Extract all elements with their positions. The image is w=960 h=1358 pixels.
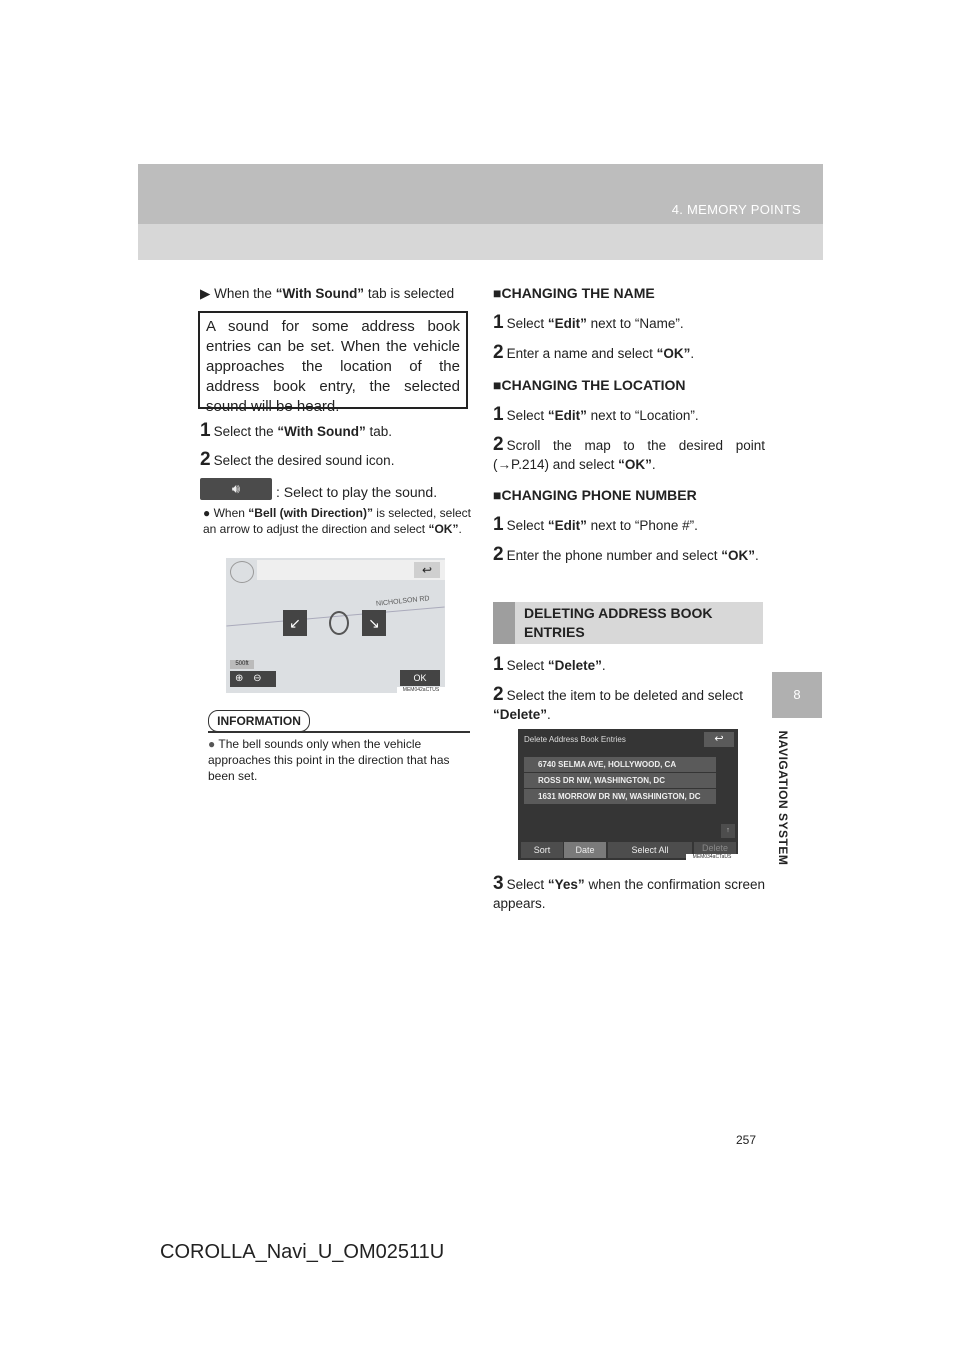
figure-code: MEM034aCTaUS bbox=[686, 854, 738, 860]
compass-icon[interactable] bbox=[230, 561, 254, 583]
sort-button[interactable]: Sort bbox=[521, 842, 563, 858]
back-icon[interactable]: ↩ bbox=[414, 562, 440, 578]
delete-step-3: 3 Select “Yes” when the confirmation screen appears. bbox=[493, 873, 765, 911]
location-step-1: 1 Select “Edit” next to “Location”. bbox=[493, 404, 699, 425]
arrow-left-button[interactable]: ↙ bbox=[283, 610, 307, 636]
entry-row-1[interactable]: 6740 SELMA AVE, HOLLYWOOD, CA bbox=[524, 757, 716, 772]
header-subbar bbox=[138, 224, 823, 260]
sound-info-box: A sound for some address book entries can be set. When the vehicle approaches the location of the address book entry, the selected sound will be heard. bbox=[198, 311, 468, 409]
chapter-label: NAVIGATION SYSTEM bbox=[776, 730, 790, 866]
with-sound-intro: ▶ When the “With Sound” tab is selected bbox=[200, 286, 455, 301]
delete-button[interactable]: Delete bbox=[694, 842, 736, 854]
road-label: NICHOLSON RD bbox=[375, 595, 430, 608]
name-step-1: 1 Select “Edit” next to “Name”. bbox=[493, 312, 684, 333]
map-scale: 500ft bbox=[230, 660, 254, 669]
delete-step-2: 2 Select the item to be deleted and select “Delete”. bbox=[493, 684, 743, 722]
page-number: 257 bbox=[736, 1133, 757, 1147]
heading-accent-bar bbox=[493, 602, 515, 644]
changing-location-heading: ■CHANGING THE LOCATION bbox=[493, 377, 686, 393]
select-all-button[interactable]: Select All bbox=[608, 842, 692, 858]
delete-step-1: 1 Select “Delete”. bbox=[493, 654, 606, 675]
bullet-icon: ● bbox=[203, 506, 211, 520]
changing-name-heading: ■CHANGING THE NAME bbox=[493, 285, 655, 301]
bell-direction-screen bbox=[226, 558, 445, 693]
information-text: ● The bell sounds only when the vehicle approaches this point in the direction that has been set. bbox=[208, 737, 450, 783]
play-sound-button[interactable] bbox=[200, 478, 272, 500]
step-with-sound-tab: 1 Select the “With Sound” tab. bbox=[200, 420, 393, 441]
entry-row-2[interactable]: ROSS DR NW, WASHINGTON, DC bbox=[524, 773, 716, 788]
zoom-in-icon[interactable]: ⊕ bbox=[235, 673, 244, 684]
screen-title: Delete Address Book Entries bbox=[524, 735, 626, 744]
bullet-icon: ● bbox=[208, 737, 216, 751]
play-sound-description: : Select to play the sound. bbox=[276, 484, 438, 500]
document-id: COROLLA_Navi_U_OM02511U bbox=[160, 1241, 445, 1263]
information-label: INFORMATION bbox=[208, 710, 310, 732]
bell-direction-note: ● When “Bell (with Direction)” is selected, select an arrow to adjust the direction and select “OK”. bbox=[203, 506, 471, 536]
step-select-sound-icon: 2 Select the desired sound icon. bbox=[200, 449, 395, 470]
zoom-out-icon[interactable]: ⊖ bbox=[253, 673, 262, 684]
scroll-indicator[interactable]: ↑ bbox=[721, 824, 735, 838]
bell-icon bbox=[329, 611, 349, 635]
chapter-number: 8 bbox=[772, 672, 822, 718]
back-icon[interactable]: ↩ bbox=[704, 732, 734, 747]
date-button[interactable]: Date bbox=[564, 842, 606, 858]
ok-button[interactable]: OK bbox=[400, 670, 440, 686]
figure-code: MEM042aCTUS bbox=[397, 687, 445, 693]
information-divider bbox=[208, 731, 470, 733]
changing-phone-heading: ■CHANGING PHONE NUMBER bbox=[493, 487, 697, 503]
location-step-2: 2 Scroll the map to the desired point (→P.214) and select “OK”. bbox=[493, 434, 765, 472]
phone-step-2: 2 Enter the phone number and select “OK”. bbox=[493, 544, 759, 565]
arrow-right-button[interactable]: ↘ bbox=[362, 610, 386, 636]
section-title: 4. MEMORY POINTS bbox=[671, 202, 801, 217]
name-step-2: 2 Enter a name and select “OK”. bbox=[493, 342, 695, 363]
zoom-controls[interactable] bbox=[230, 671, 276, 687]
delete-entries-screen bbox=[518, 729, 738, 860]
triangle-bullet-icon: ▶ bbox=[200, 286, 211, 301]
header-bar bbox=[138, 164, 823, 224]
delete-entries-heading: DELETING ADDRESS BOOK ENTRIES bbox=[493, 602, 763, 644]
entry-row-3[interactable]: 1631 MORROW DR NW, WASHINGTON, DC bbox=[524, 789, 716, 804]
phone-step-1: 1 Select “Edit” next to “Phone #”. bbox=[493, 514, 698, 535]
speaker-icon: 🔊︎ bbox=[231, 481, 241, 496]
